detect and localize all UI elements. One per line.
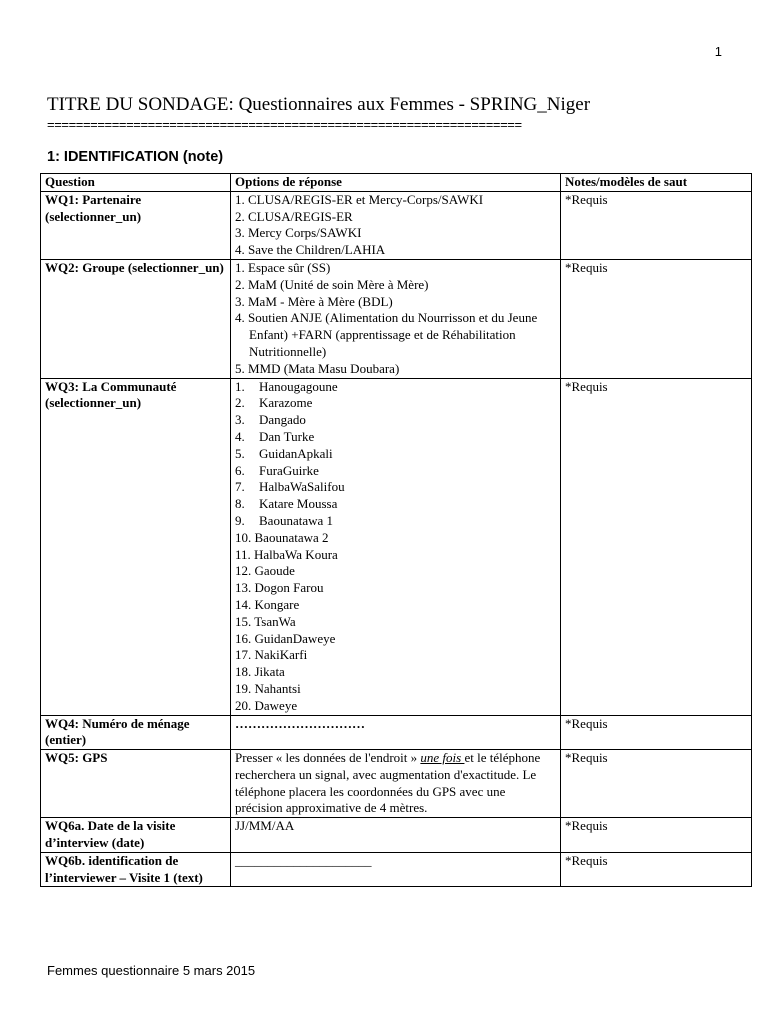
question-wq1: WQ1: Partenaire (selectionner_un)	[41, 191, 231, 259]
option: 18. Jikata	[235, 664, 285, 680]
question-wq4: WQ4: Numéro de ménage (entier)	[41, 715, 231, 750]
answer-wq5	[231, 750, 561, 818]
option-number: 5.	[235, 445, 245, 461]
option	[235, 463, 556, 480]
option: 5. MMD (Mata Masu Doubara)	[235, 360, 400, 376]
option-label: HalbaWaSalifou	[259, 479, 345, 495]
table-row	[41, 715, 752, 750]
questionnaire-table	[40, 173, 752, 887]
option-number: 1.	[235, 378, 245, 394]
option-number: 8.	[235, 496, 245, 512]
option	[235, 446, 556, 463]
table-row	[41, 191, 752, 259]
question-wq3: WQ3: La Communauté (selectionner_un)	[41, 378, 231, 715]
gps-instruction-emphasis: une fois	[420, 750, 465, 766]
option: 12. Gaoude	[235, 563, 295, 579]
notes-wq5: *Requis	[561, 750, 752, 818]
option-label: FuraGuirke	[259, 462, 319, 478]
section-title: 1: IDENTIFICATION (note)	[47, 149, 224, 165]
option: 1. CLUSA/REGIS-ER et Mercy-Corps/SAWKI	[235, 191, 484, 207]
option-number: 9.	[235, 512, 245, 528]
option	[235, 513, 556, 530]
option-number: 7.	[235, 479, 245, 495]
table-row	[41, 852, 752, 887]
option: 10. Baounatawa 2	[235, 529, 329, 545]
option	[235, 496, 556, 513]
table-header-row	[41, 174, 752, 192]
option-label: Hanougagoune	[259, 378, 338, 394]
notes-wq2: *Requis	[561, 259, 752, 378]
option-label: GuidanApkali	[259, 445, 333, 461]
question-wq5: WQ5: GPS	[41, 750, 231, 818]
option	[235, 429, 556, 446]
table-row	[41, 750, 752, 818]
page-number: 1	[714, 44, 722, 59]
option: 1. Espace sûr (SS)	[235, 259, 331, 275]
option: 11. HalbaWa Koura	[235, 546, 338, 562]
table-row	[41, 259, 752, 378]
question-wq2: WQ2: Groupe (selectionner_un)	[41, 259, 231, 378]
option: 3. MaM - Mère à Mère (BDL)	[235, 293, 393, 309]
answer-wq6b: _____________________	[231, 852, 561, 887]
option: 17. NakiKarfi	[235, 647, 308, 663]
option: 4. Soutien ANJE (Alimentation du Nourrisson et du Jeune Enfant) +FARN (apprentissage et de Réhabilitation Nutritionnelle)	[235, 310, 538, 359]
option-number: 3.	[235, 412, 245, 428]
page-footer: Femmes questionnaire 5 mars 2015	[47, 963, 256, 978]
options-wq1	[231, 191, 561, 259]
option-label: Katare Moussa	[259, 496, 338, 512]
option: 2. CLUSA/REGIS-ER	[235, 208, 353, 224]
option	[235, 479, 556, 496]
option-label: Baounatawa 1	[259, 512, 334, 528]
option: 19. Nahantsi	[235, 680, 301, 696]
option: 13. Dogon Farou	[235, 580, 324, 596]
option	[235, 395, 556, 412]
option: 20. Daweye	[235, 697, 298, 713]
notes-wq6a: *Requis	[561, 818, 752, 853]
notes-wq4: *Requis	[561, 715, 752, 750]
option	[235, 412, 556, 429]
options-wq2	[231, 259, 561, 378]
gps-instruction-start: Presser « les données de l'endroit »	[235, 750, 421, 766]
option-label: Karazome	[259, 395, 313, 411]
answer-wq6a: JJ/MM/AA	[231, 818, 561, 853]
survey-title: TITRE DU SONDAGE: Questionnaires aux Femmes - SPRING_Niger	[47, 94, 591, 115]
notes-wq3: *Requis	[561, 378, 752, 715]
header-question: Question	[41, 174, 231, 192]
option-number: 4.	[235, 428, 245, 444]
gps-instruction-end: et le téléphone recherchera un signal, avec augmentation d'exactitude. Le téléphone placera les coordonnées du GPS avec une précision approximative de 4 mètres.	[235, 750, 541, 816]
option: 4. Save the Children/LAHIA	[235, 242, 386, 258]
notes-wq1: *Requis	[561, 191, 752, 259]
option: 16. GuidanDaweye	[235, 630, 336, 646]
options-wq3	[231, 378, 561, 715]
header-options: Options de réponse	[231, 174, 561, 192]
question-wq6a: WQ6a. Date de la visite d’interview (date)	[41, 818, 231, 853]
option: 2. MaM (Unité de soin Mère à Mère)	[235, 276, 429, 292]
header-notes: Notes/modèles de saut	[561, 174, 752, 192]
option: 3. Mercy Corps/SAWKI	[235, 225, 362, 241]
notes-wq6b: *Requis	[561, 852, 752, 887]
option: 14. Kongare	[235, 596, 300, 612]
table-row	[41, 818, 752, 853]
option	[235, 379, 556, 396]
question-wq6b: WQ6b. identification de l’interviewer – Visite 1 (text)	[41, 852, 231, 887]
option-number: 6.	[235, 462, 245, 478]
option: 15. TsanWa	[235, 613, 296, 629]
option-label: Dangado	[259, 412, 306, 428]
option-label: Dan Turke	[259, 428, 315, 444]
title-underline: ==================================================================	[47, 117, 522, 132]
option-number: 2.	[235, 395, 245, 411]
answer-wq4: …………………………	[231, 715, 561, 750]
table-row	[41, 378, 752, 715]
